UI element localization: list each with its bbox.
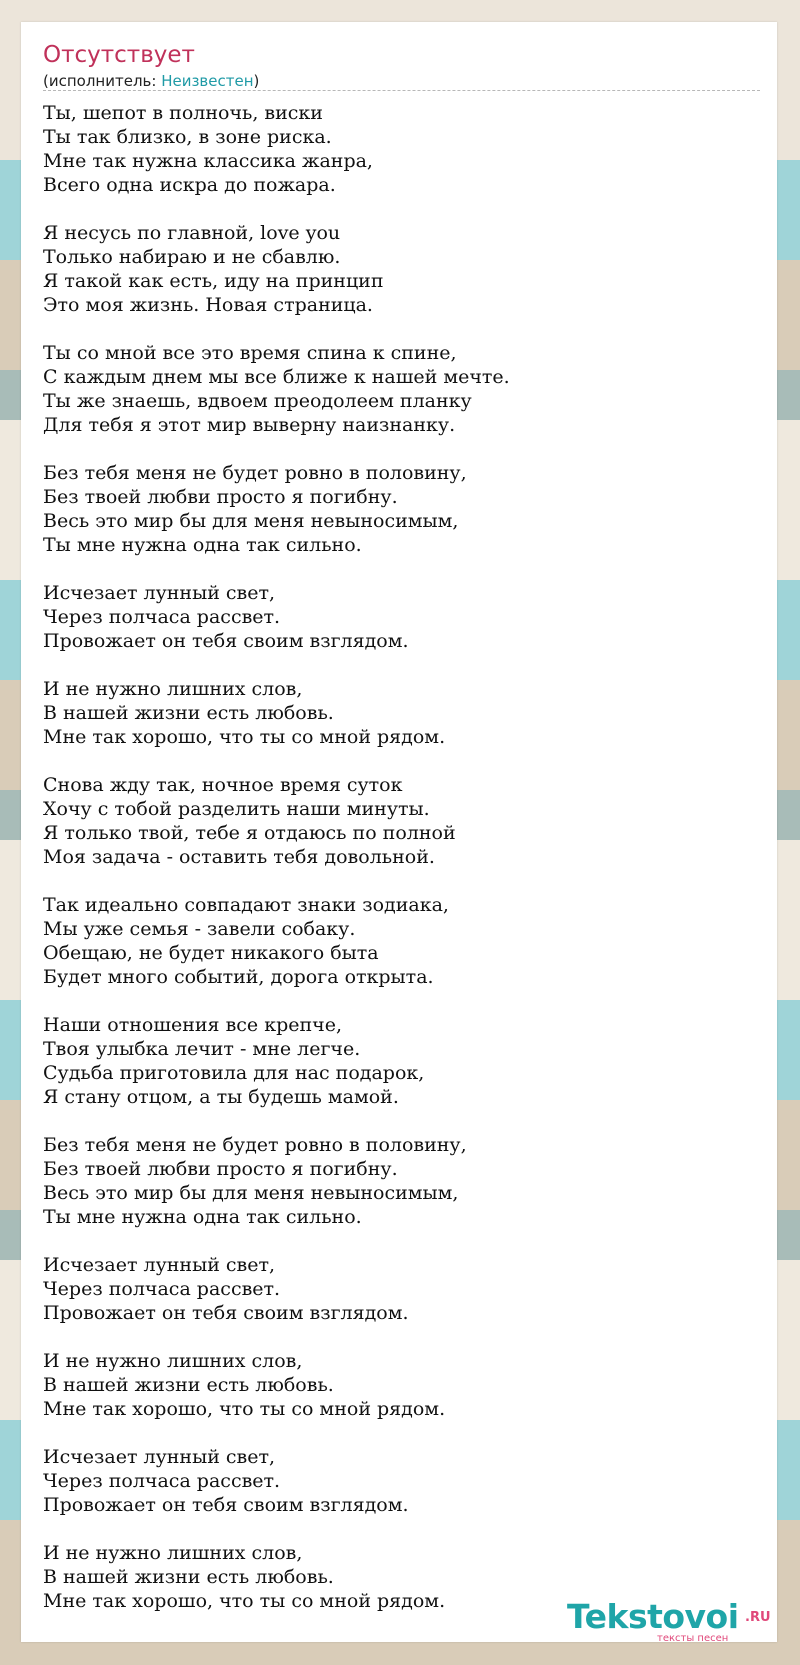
logo-brand: Tekstovoi: [567, 1597, 739, 1636]
lyrics-text: Ты, шепот в полночь, виски Ты так близко, в зоне риска. Мне так нужна классика жанра, Всего одна искра до пожара. Я несусь по главной, love you Только набираю и не сбавлю. Я такой как есть, иду на принцип Это моя жизнь. Новая страница. Ты со мной все это время спина к спине, С каждым днем мы все ближе к нашей мечте. Ты же знаешь, вдвоем преодолеем планку Для тебя я этот мир выверну наизнанку. Без тебя меня не будет ровно в половину, Без твоей любви просто я погибну. Весь это мир бы для меня невыносимым, Ты мне нужна одна так сильно. Исчезает лунный свет, Через полчаса рассвет. Провожает он тебя своим взглядом. И не нужно лишних слов, В нашей жизни есть любовь. Мне так хорошо, что ты со мной рядом. Снова жду так, ночное время суток Хочу с тобой разделить наши минуты. Я только твой, тебе я отдаюсь по полной Моя задача - оставить тебя довольной. Так идеально совпадают знаки зодиака, Мы уже семья - завели собаку. Обещаю, не будет никакого быта Будет много событий, дорога открыта. Наши отношения все крепче, Твоя улыбка лечит - мне легче. Судьба приготовила для нас подарок, Я стану отцом, а ты будешь мамой. Без тебя меня не будет ровно в половину, Без твоей любви просто я погибну. Весь это мир бы для меня невыносимым, Ты мне нужна одна так сильно. Исчезает лунный свет, Через полчаса рассвет. Провожает он тебя своим взглядом. И не нужно лишних слов, В нашей жизни есть любовь. Мне так хорошо, что ты со мной рядом. Исчезает лунный свет, Через полчаса рассвет. Провожает он тебя своим взглядом. И не нужно лишних слов, В нашей жизни есть любовь. Мне так хорошо, что ты со мной рядом.: [43, 102, 510, 1612]
artist-suffix: ): [253, 72, 260, 90]
artist-link[interactable]: Неизвестен: [161, 72, 254, 90]
site-logo[interactable]: [567, 1597, 771, 1644]
logo-tagline: тексты песен: [657, 1633, 729, 1644]
artist-line: [43, 71, 259, 91]
logo-tld: .RU: [745, 1610, 771, 1625]
song-title: Отсутствует: [43, 42, 195, 68]
artist-prefix: (исполнитель:: [43, 72, 162, 90]
dashed-divider: [43, 90, 760, 91]
lyrics-card: [21, 22, 777, 1642]
